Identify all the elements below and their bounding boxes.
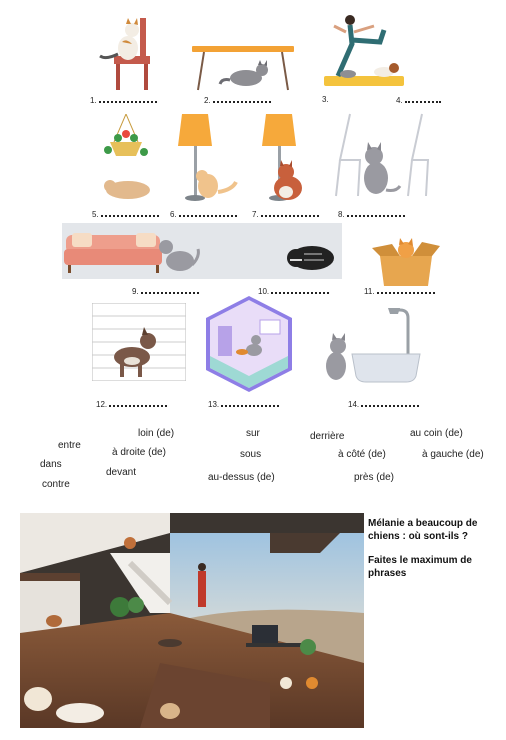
item-number: 14. (348, 400, 360, 409)
vocab-word: loin (de) (138, 428, 175, 439)
item-number: 8. (338, 210, 345, 219)
item-number: 12. (96, 400, 108, 409)
item-number: 11. (364, 287, 375, 296)
vocab-word: dans (40, 459, 62, 470)
vocab-word: derrière (310, 431, 345, 442)
cat-under-plant-illustration (96, 114, 158, 202)
cat-between-chairs-illustration (330, 112, 430, 198)
item-number: 1. (90, 96, 97, 105)
vocab-word: au-dessus (de) (208, 472, 275, 483)
cat-lying-illustration (282, 234, 338, 274)
item-number: 10. (258, 287, 270, 296)
vocab-word: près (de) (354, 472, 395, 483)
item-number: 13. (208, 400, 220, 409)
answer-blank[interactable] (252, 209, 319, 219)
answer-blank[interactable] (132, 286, 199, 296)
vocab-word: à droite (de) (112, 447, 166, 458)
answer-blank[interactable] (322, 95, 329, 104)
answer-blank[interactable] (348, 399, 419, 409)
vocab-word: entre (58, 440, 81, 451)
cat-next-to-bathtub-illustration (322, 306, 422, 386)
cat-in-box-illustration (372, 234, 440, 290)
vocab-word: à gauche (de) (422, 449, 484, 460)
vocab-word: sous (240, 449, 262, 460)
living-room-photo (20, 513, 364, 728)
cat-in-room-corner-illustration (206, 296, 292, 392)
cat-under-table-illustration (190, 42, 296, 92)
yoga-dog-cat-illustration (322, 12, 406, 90)
answer-blank[interactable] (170, 209, 237, 219)
dog-against-wall-illustration (92, 303, 186, 381)
answer-blank[interactable] (90, 95, 157, 105)
answer-blank[interactable] (364, 286, 435, 296)
answer-blank[interactable] (208, 399, 279, 409)
answer-blank[interactable] (92, 209, 159, 219)
vocab-word: contre (42, 479, 70, 490)
answer-blank[interactable] (396, 95, 441, 105)
cat-behind-lamp-illustration (176, 112, 242, 204)
answer-blank[interactable] (258, 286, 329, 296)
item-number: 3. (322, 95, 329, 104)
vocab-word: à côté (de) (338, 449, 386, 460)
item-number: 2. (204, 96, 211, 105)
item-number: 5. (92, 210, 99, 219)
item-number: 6. (170, 210, 177, 219)
vocab-word: au coin (de) (410, 428, 463, 439)
answer-blank[interactable] (204, 95, 271, 105)
instruction-text: Faites le maximum de phrases (368, 555, 472, 579)
item-number: 9. (132, 287, 139, 296)
item-number: 7. (252, 210, 259, 219)
cat-in-front-of-lamp-illustration (262, 112, 320, 204)
answer-blank[interactable] (96, 399, 167, 409)
question-text: Mélanie a beaucoup de chiens : où sont-ils ? (368, 518, 478, 542)
vocab-word: sur (246, 428, 260, 439)
cat-next-to-sofa-illustration (62, 223, 202, 279)
vocab-word: devant (106, 467, 137, 478)
answer-blank[interactable] (338, 209, 405, 219)
cat-on-chair-illustration (96, 12, 168, 92)
item-number: 4. (396, 96, 403, 105)
